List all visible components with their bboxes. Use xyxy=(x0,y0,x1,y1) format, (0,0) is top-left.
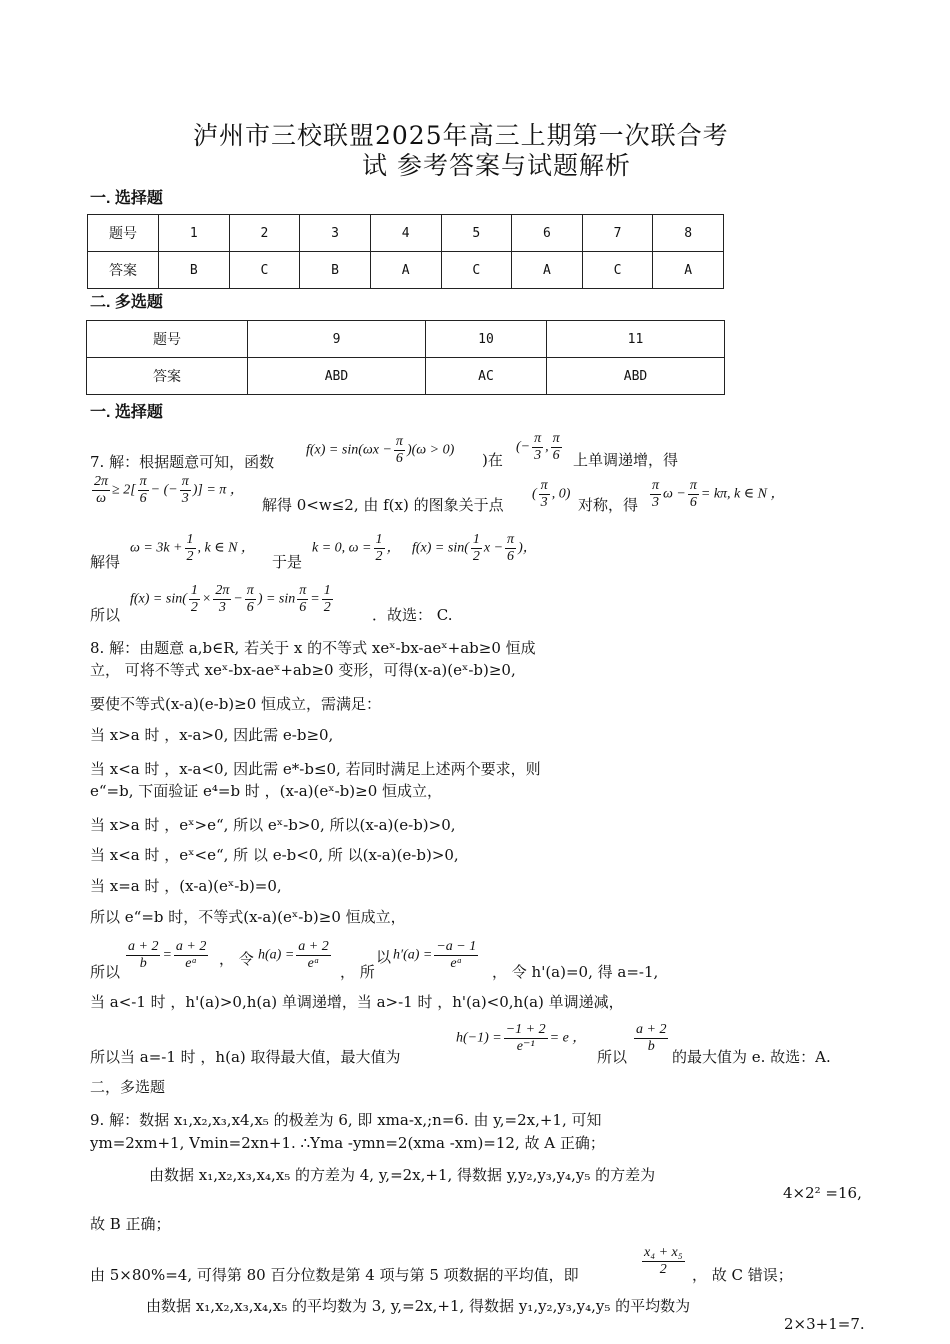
q8-line8: 当 x<a 时 ，eˣ<e“, 所 以 e-b<0, 所 以(x-a)(e-b)>0, xyxy=(90,846,459,864)
q7-in-text: )在 xyxy=(482,451,503,469)
table-cell-number: 10 xyxy=(425,321,546,358)
table-cell-number: 9 xyxy=(248,321,426,358)
table-cell-answer: C xyxy=(441,252,512,289)
q8-line1: 8. 解：由题意 a,b∈R, 若关于 x 的不等式 xeˣ-bx-aeˣ+ab≥0 恒成 xyxy=(90,639,536,657)
q9-line6: 由数据 x₁,x₂,x₃,x₄,x₅ 的平均数为 3, y,=2x,+1, 得数据 y₁,y₂,y₃,y₄,y₅ 的平均数为 xyxy=(146,1297,691,1315)
q7-formula-f: f(x) = sin(ωx − $\frac{\pi}{6}$ )(ω > 0) xyxy=(306,434,455,466)
q8-line11-text: 所以 xyxy=(90,963,121,981)
table-cell-answer: ABD xyxy=(547,358,725,395)
table-row-answers xyxy=(88,252,724,289)
table-row-question-numbers xyxy=(88,215,724,252)
q8-let-text: ， 令 xyxy=(219,950,254,968)
q8-line3: 要使不等式(x-a)(e-b)≥0 恒成立，需满足： xyxy=(90,695,382,713)
q9-line1: 9. 解：数据 x₁,x₂,x₃,x4,x₅ 的极差为 6, 即 xma-x,;n=6. 由 y,=2x,+1, 可知 xyxy=(90,1111,602,1129)
table-cell-answer: AC xyxy=(425,358,546,395)
q7-k-formula: k = 0, ω = $\frac{1}{2}$ ， xyxy=(312,532,401,564)
section-heading-solutions: 一. 选择题 xyxy=(90,404,163,421)
q7-interval: (− $\frac{\pi}{3}$ , $\frac{\pi}{6}$ xyxy=(516,431,560,463)
q7-final-value: f(x) = sin( $\frac{1}{2}$ × $\frac{2\pi}{3}$ − $\frac{\pi}{6}$ ) = sin $\frac{\pi}{6}$ = $\frac{1}{2}$ xyxy=(130,583,331,615)
q9-line3: 由数据 x₁,x₂,x₃,x₄,x₅ 的方差为 4, y,=2x,+1, 得数据 y,y₂,y₃,y₄,y₅ 的方差为 xyxy=(149,1166,656,1184)
q8-line7: 当 x>a 时 ，eˣ>e“, 所以 eˣ-b>0, 所以(x-a)(e-b)>0, xyxy=(90,816,456,834)
table-header-label: 题号 xyxy=(88,215,159,252)
q7-condition: $\frac{\pi}{3}$ ω − $\frac{\pi}{6}$ = kπ, k ∈ N ， xyxy=(652,478,785,510)
q7-symmetry-point: ( $\frac{\pi}{3}$ , 0) xyxy=(532,478,571,510)
q9-line2: ym=2xm+1, Vmin=2xn+1. ∴Yma -ymn=2(xma -xm)=12, 故 A 正确； xyxy=(90,1134,605,1152)
table-cell-number: 11 xyxy=(547,321,725,358)
q9-line5-end: ， 故 C 错误； xyxy=(692,1266,793,1284)
q7-line3-text: 解得 xyxy=(90,553,121,571)
table-cell-number: 4 xyxy=(370,215,441,252)
table-cell-number: 6 xyxy=(512,215,583,252)
q8-ratio-formula: $\frac{a + 2}{b}$ = $\frac{a + 2}{\text{eᵃ}}$ xyxy=(128,939,207,971)
q9-line5-text: 由 5×80%=4, 可得第 80 百分位数是第 4 项与第 5 项数据的平均值，即 xyxy=(90,1266,579,1284)
q7-solve-text: 解得 0<w≤2, 由 f(x) 的图象关于点 xyxy=(262,496,504,514)
table-cell-number: 5 xyxy=(441,215,512,252)
table-cell-answer: A xyxy=(512,252,583,289)
table-cell-answer: A xyxy=(370,252,441,289)
q8-line6: e“=b, 下面验证 e⁴=b 时 ，(x-a)(eˣ-b)≥0 恒成立， xyxy=(90,782,443,800)
q7-then-text: 于是 xyxy=(272,553,303,571)
q8-critical-text: ， 令 h'(a)=0, 得 a=-1, xyxy=(492,963,659,981)
q8-so-text: ， 所 xyxy=(340,963,375,981)
table-answer-label: 答案 xyxy=(88,252,159,289)
table-header-label: 题号 xyxy=(87,321,248,358)
q8-line4: 当 x>a 时 ，x-a>0, 因此需 e-b≥0, xyxy=(90,726,334,744)
table-answer-label: 答案 xyxy=(87,358,248,395)
table-cell-number: 8 xyxy=(653,215,724,252)
q8-line10: 所以 e“=b 时，不等式(x-a)(eˣ-b)≥0 恒成立， xyxy=(90,908,406,926)
q7-f-formula: f(x) = sin( $\frac{1}{2}$ x − $\frac{\pi}{6}$ )， xyxy=(412,532,537,564)
q8-line12: 当 a<-1 时 ，h'(a)>0,h(a) 单调递增，当 a>-1 时 ，h'(a)<0,h(a) 单调递减， xyxy=(90,993,624,1011)
q8-line9: 当 x=a 时 ，(x-a)(eˣ-b)=0, xyxy=(90,877,282,895)
table-cell-answer: C xyxy=(229,252,300,289)
q8-answer-text: 的最大值为 e. 故选：A. xyxy=(672,1048,831,1066)
table-cell-answer: B xyxy=(300,252,371,289)
section-heading-single-choice: 一. 选择题 xyxy=(90,190,163,207)
table-cell-answer: ABD xyxy=(248,358,426,395)
q9-line6-result: 2×3+1=7. xyxy=(784,1315,865,1333)
table-row-answers xyxy=(87,358,725,395)
q7-period-inequality: $\frac{2\pi}{\omega}$ ≥ 2[ $\frac{\pi}{6}$ − (− $\frac{\pi}{3}$ )] = π ， xyxy=(94,474,244,506)
q9-line4: 故 B 正确； xyxy=(90,1215,171,1233)
q7-omega-formula: ω = 3k + $\frac{1}{2}$ , k ∈ N ， xyxy=(130,532,255,564)
q8-line13-text: 所以当 a=-1 时 ，h(a) 取得最大值，最大值为 xyxy=(90,1048,401,1066)
q8-so-text-2: 以 xyxy=(376,948,392,966)
q7-line1-text: 7. 解：根据题意可知，函数 xyxy=(90,453,275,471)
q7-symmetric-text: 对称，得 xyxy=(578,496,639,514)
table-cell-number: 3 xyxy=(300,215,371,252)
table-cell-number: 7 xyxy=(582,215,653,252)
table-cell-number: 2 xyxy=(229,215,300,252)
doc-title-line2: 试 参考答案与试题解析 xyxy=(362,151,631,180)
table-cell-answer: B xyxy=(159,252,230,289)
doc-title-line1: 泸州市三校联盟2025年高三上期第一次联合考 xyxy=(193,121,729,150)
q8-line5: 当 x<a 时 ，x-a<0, 因此需 e*-b≤0, 若同时满足上述两个要求，则 xyxy=(90,760,541,778)
section-heading-multi-solutions: 二，多选题 xyxy=(90,1078,166,1096)
q8-line2: 立， 可将不等式 xeˣ-bx-aeˣ+ab≥0 变形，可得(x-a)(eˣ-b)≥0, xyxy=(90,661,516,679)
q8-final-ratio: $\frac{a + 2}{b}$ xyxy=(636,1022,667,1054)
q8-h-derivative: h′(a) = $\frac{-a - 1}{\text{eᵃ}}$ xyxy=(393,939,477,971)
q9-percentile-formula: $\frac{\text{x₄ + x₅}}{2}$ xyxy=(644,1245,683,1277)
q7-line4-text: 所以 xyxy=(90,606,121,624)
table-cell-answer: C xyxy=(582,252,653,289)
q7-increase-text: 上单调递增，得 xyxy=(573,451,679,469)
table-row-question-numbers xyxy=(87,321,725,358)
q7-choose-text: ．故选： C. xyxy=(372,606,453,624)
q9-line3-result: 4×2² =16, xyxy=(783,1184,862,1202)
q8-so-text-3: 所以 xyxy=(597,1048,628,1066)
q8-max-value: h(−1) = $\frac{-1 + 2}{\text{e⁻¹}}$ = e ， xyxy=(456,1022,587,1054)
q8-h-definition: h(a) = $\frac{a + 2}{\text{eᵃ}}$ xyxy=(258,939,329,971)
table-cell-answer: A xyxy=(653,252,724,289)
answer-table-multi-choice xyxy=(86,320,725,395)
answer-table-single-choice xyxy=(87,214,724,289)
section-heading-multi-choice: 二. 多选题 xyxy=(90,294,163,311)
table-cell-number: 1 xyxy=(159,215,230,252)
